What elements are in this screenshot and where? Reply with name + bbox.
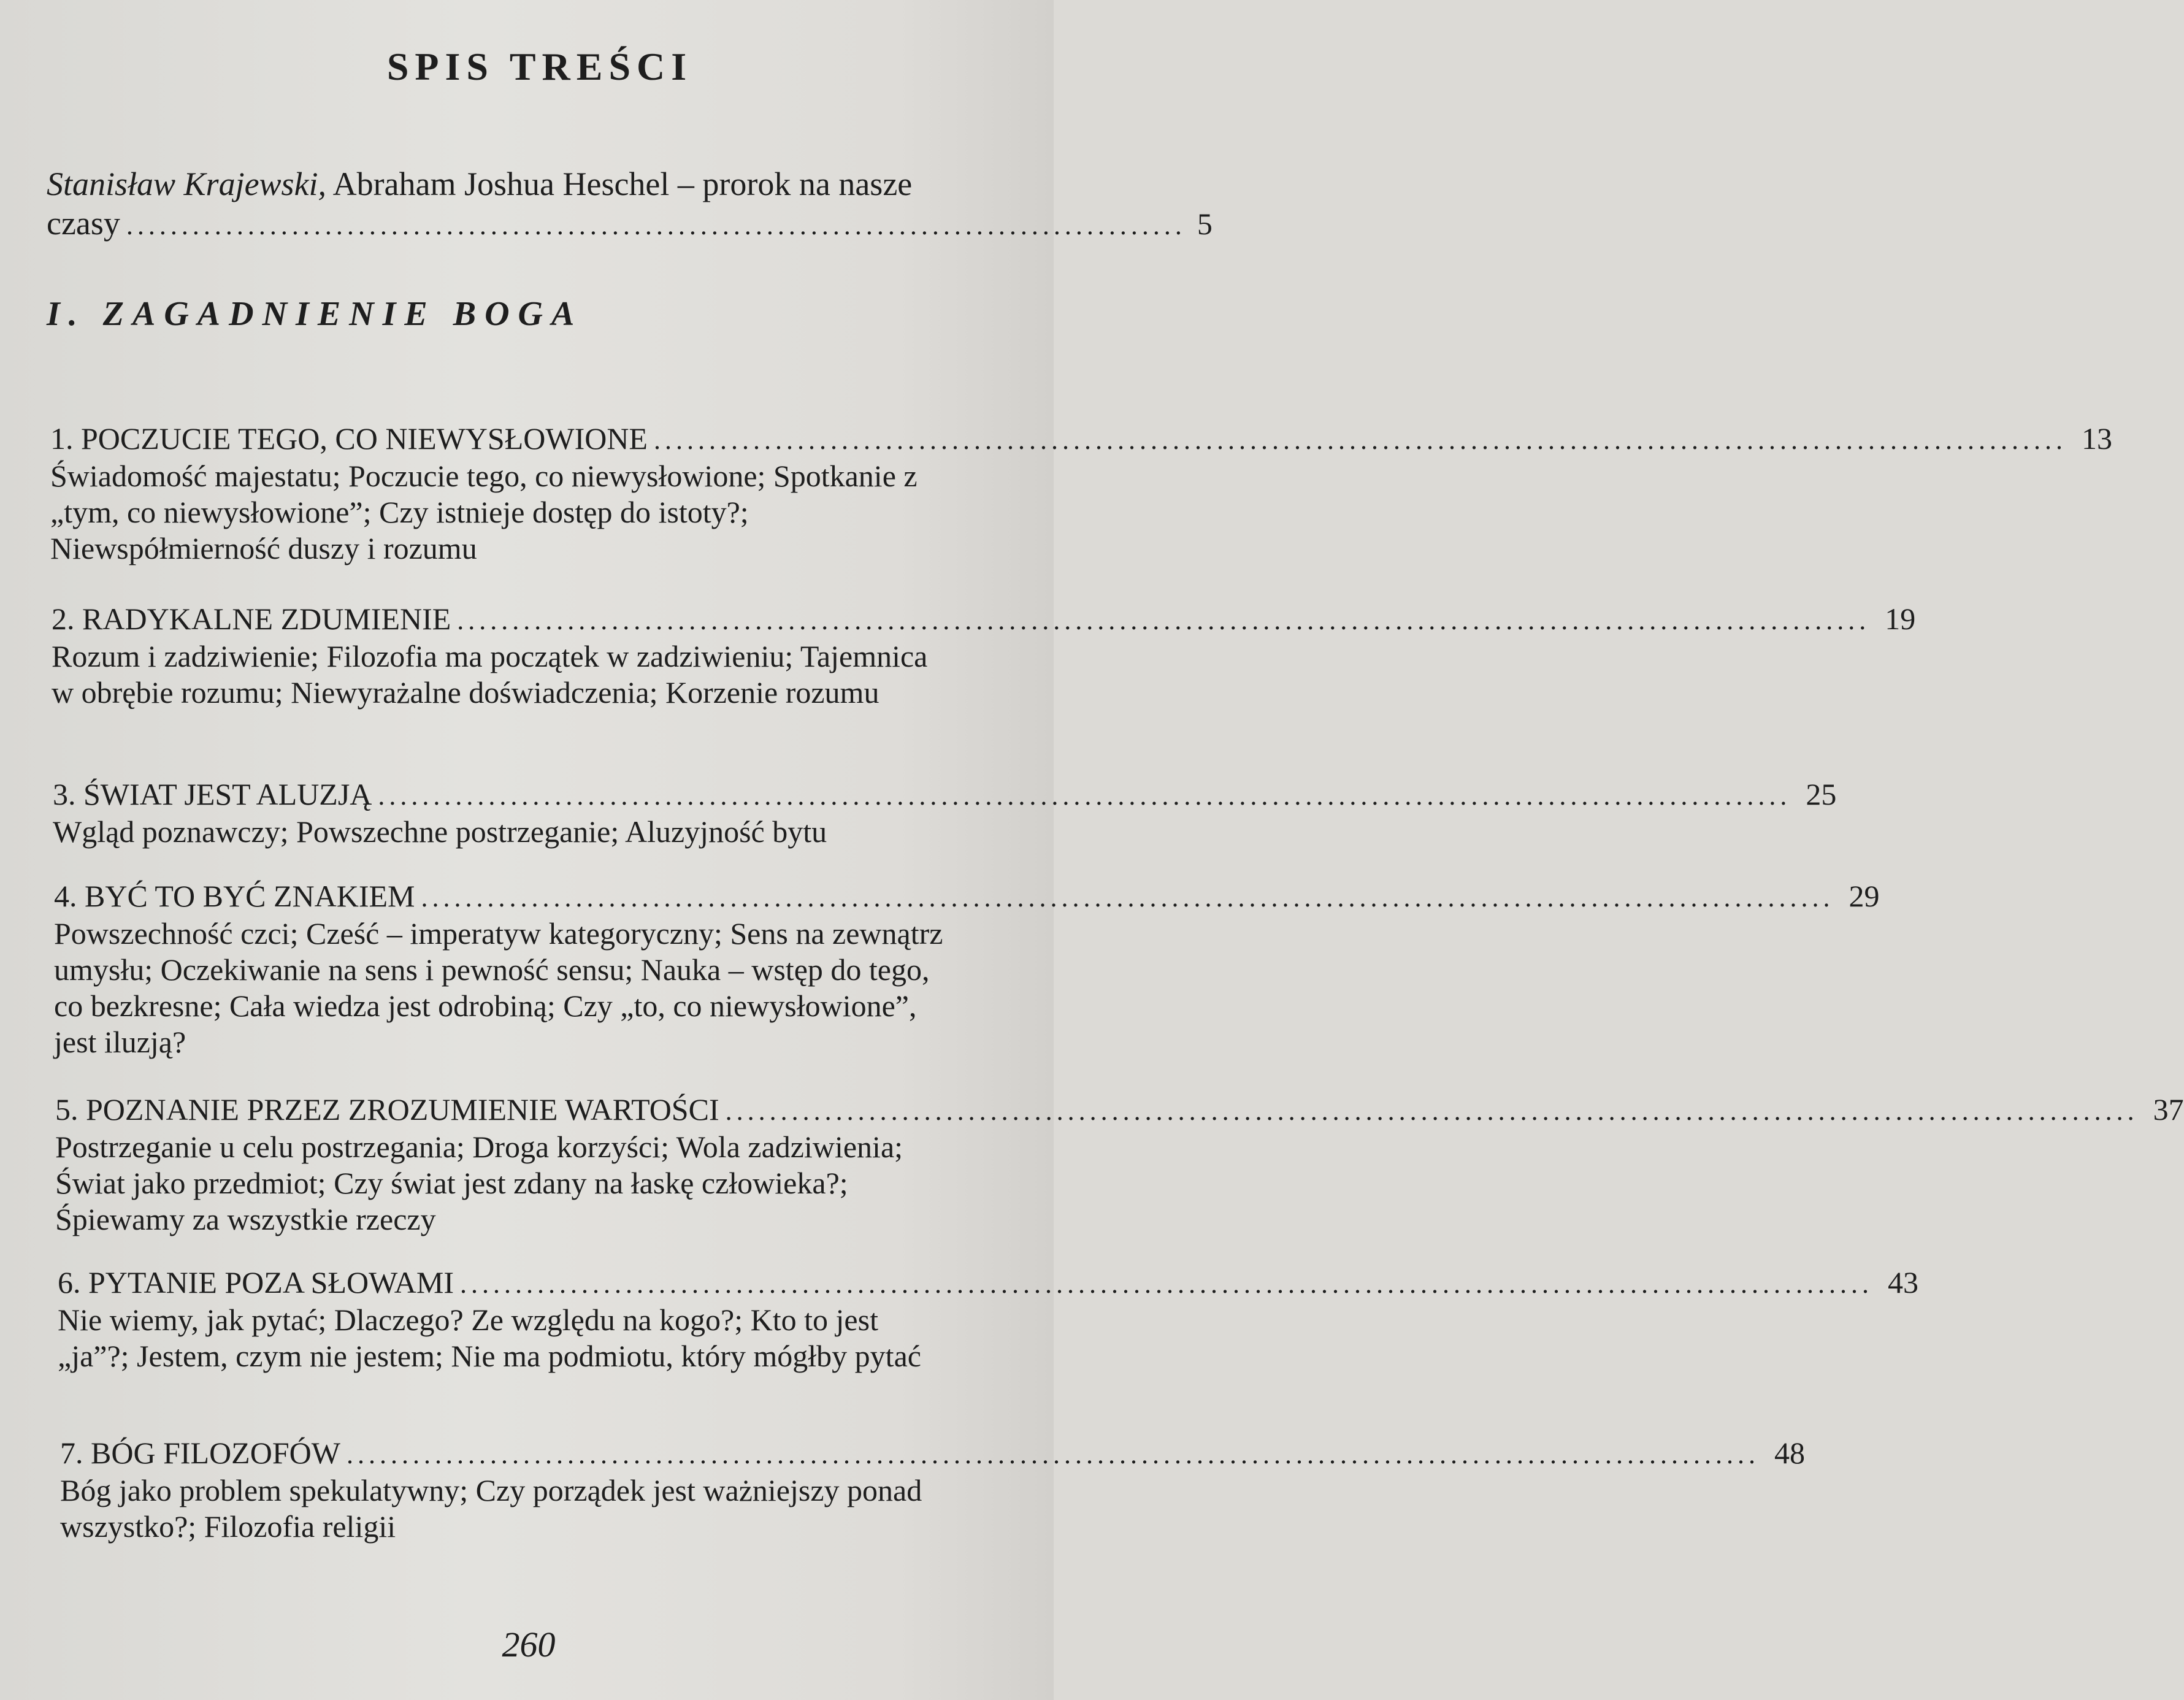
toc-entry-head (53, 776, 1837, 814)
intro-line-1 (47, 164, 1028, 204)
dot-leader: ................................................................................................................................ (421, 883, 1834, 913)
intro-author: Stanisław Krajewski, (47, 166, 327, 202)
page-number: 260 (502, 1625, 556, 1664)
toc-entry-page: 37 (2153, 1092, 2184, 1127)
dot-leader: ................................................................................................................................ (725, 1096, 2139, 1126)
toc-entry (54, 878, 1880, 1060)
toc-entry-description: Nie wiemy, jak pytać; Dlaczego? Ze względu na kogo?; Kto to jest „ja”?; Jestem, czym nie jestem; Nie ma podmiotu, który mógłby pytać (58, 1303, 921, 1373)
toc-entry-title: 6. PYTANIE POZA SŁOWAMI (58, 1265, 454, 1300)
toc-entry-page: 29 (1849, 879, 1880, 913)
toc-entry-description: Rozum i zadziwienie; Filozofia ma początek w zadziwieniu; Tajemnica w obrębie rozumu; Niewyrażalne doświadczenia; Korzenie rozumu (52, 639, 928, 710)
page-heading: SPIS TREŚCI (386, 45, 693, 88)
toc-entry-title: 4. BYĆ TO BYĆ ZNAKIEM (54, 879, 415, 913)
toc-entry-title: 1. POCZUCIE TEGO, CO NIEWYSŁOWIONE (50, 421, 648, 456)
toc-entry-head (54, 878, 1880, 916)
intro-title-part1: Abraham Joshua Heschel – prorok na nasze (326, 166, 913, 202)
toc-entry-description: Świadomość majestatu; Poczucie tego, co niewysłowione; Spotkanie z „tym, co niewysłowione”; Czy istnieje dostęp do istoty?; Niewspółmierność duszy i rozumu (50, 459, 918, 565)
toc-entry-title: 3. ŚWIAT JEST ALUZJĄ (53, 777, 372, 811)
toc-entry (60, 1435, 1805, 1545)
part-heading: I. ZAGADNIENIE BOGA (47, 295, 583, 333)
toc-entry-page: 43 (1888, 1265, 1918, 1300)
toc-entry-description: Wgląd poznawczy; Powszechne postrzeganie; Aluzyjność bytu (53, 814, 827, 849)
toc-entry-page: 48 (1774, 1436, 1805, 1470)
toc-entry-page: 19 (1885, 602, 1916, 636)
toc-entry-description: Bóg jako problem spekulatywny; Czy porządek jest ważniejszy ponad wszystko?; Filozofia religii (60, 1473, 922, 1544)
toc-entry (52, 601, 1916, 711)
dot-leader: ................................................................................................ (126, 210, 1186, 240)
intro-title-part2: czasy (47, 205, 120, 242)
toc-entry-head (55, 1092, 2184, 1129)
toc-entry (50, 421, 2112, 567)
toc-entry-head (60, 1435, 1805, 1472)
intro-line-2 (47, 204, 1213, 245)
dot-leader: ................................................................................................................................ (346, 1439, 1760, 1469)
dot-leader: ................................................................................................................................ (457, 605, 1871, 635)
toc-entry (55, 1092, 2184, 1238)
dot-leader: ................................................................................................................................ (653, 425, 2067, 455)
toc-entry-title: 2. RADYKALNE ZDUMIENIE (52, 602, 451, 636)
toc-entry-head (50, 421, 2112, 458)
intro-page-number: 5 (1197, 207, 1213, 241)
toc-entry-title: 5. POZNANIE PRZEZ ZROZUMIENIE WARTOŚCI (55, 1092, 719, 1127)
dot-leader: ................................................................................................................................ (378, 781, 1791, 811)
intro-entry (47, 164, 1213, 245)
toc-entry-head (58, 1265, 1918, 1302)
toc-entry-description: Postrzeganie u celu postrzegania; Droga korzyści; Wola zadziwienia; Świat jako przedmiot; Czy świat jest zdany na łaskę człowieka?; Śpiewamy za wszystkie rzeczy (55, 1130, 903, 1236)
toc-entry-page: 25 (1806, 777, 1837, 811)
toc-entry-title: 7. BÓG FILOZOFÓW (60, 1436, 340, 1470)
toc-entry-head (52, 601, 1916, 638)
toc-entry-page: 13 (2081, 421, 2112, 456)
toc-entry-description: Powszechność czci; Cześć – imperatyw kategoryczny; Sens na zewnątrz umysłu; Oczekiwanie na sens i pewność sensu; Nauka – wstęp do tego, co bezkresne; Cała wiedza jest odrobiną; Czy „to, co niewysłowione”, jest iluzją? (54, 916, 943, 1059)
dot-leader: ................................................................................................................................ (460, 1269, 1873, 1299)
toc-entry (53, 776, 1837, 850)
toc-entry (58, 1265, 1918, 1374)
